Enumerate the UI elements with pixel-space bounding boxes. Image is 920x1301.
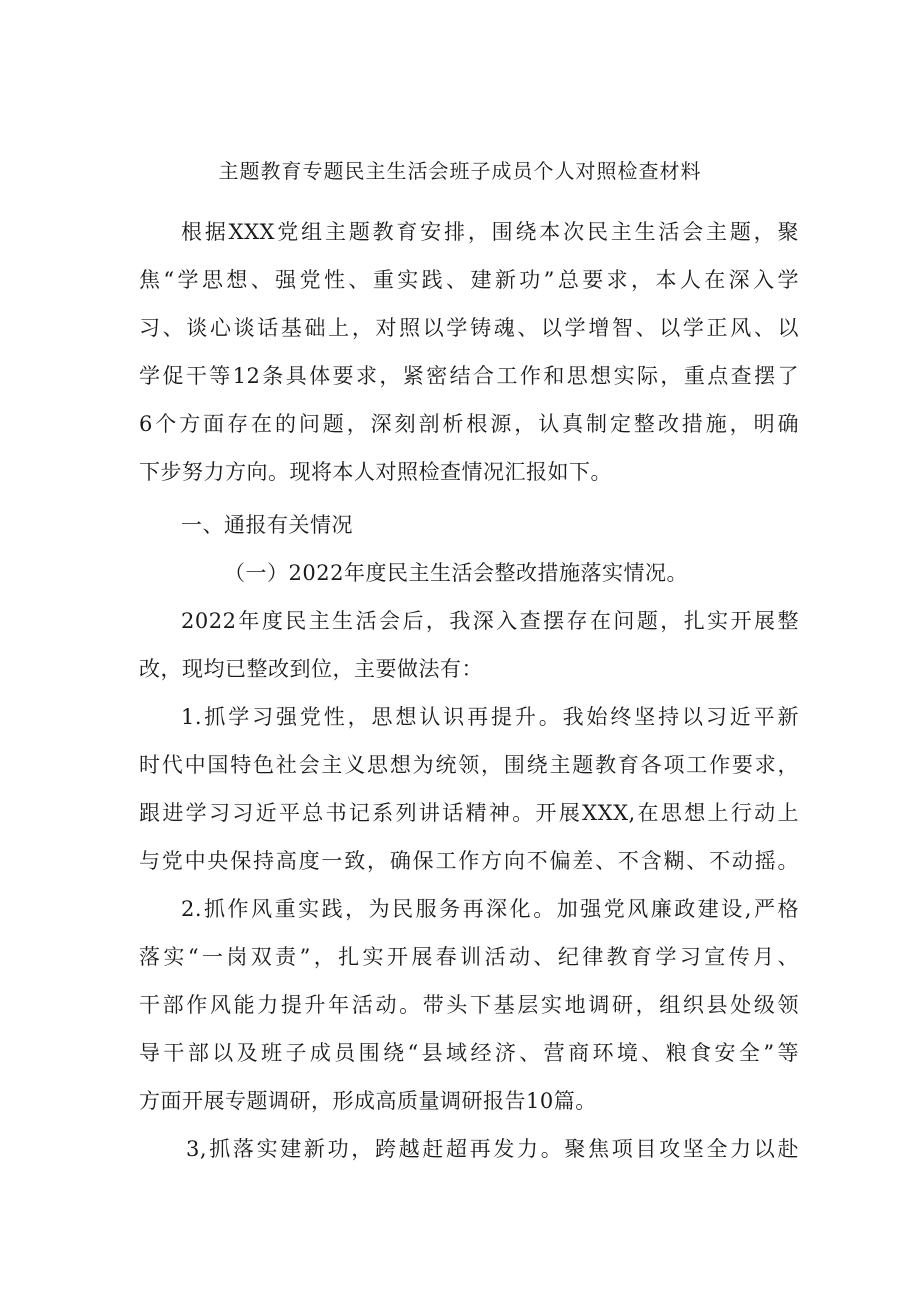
paragraph-line: 6个方面存在的问题，深刻剖析根源，认真制定整改措施，明确 — [139, 412, 799, 436]
paragraph-line: 方面开展专题调研，形成高质量调研报告10篇。 — [139, 1089, 597, 1113]
paragraph-line: 落实“一岗双责”，扎实开展春训活动、纪律教育学习宣传月、 — [139, 945, 799, 969]
paragraph-line: 根据XXX党组主题教育安排，围绕本次民主生活会主题，聚 — [181, 220, 799, 244]
subsection-heading: （一）2022年度民主生活会整改措施落实情况。 — [224, 561, 688, 585]
paragraph-line: 习、谈心谈话基础上，对照以学铸魂、以学增智、以学正风、以 — [139, 316, 799, 340]
paragraph-line: 2.抓作风重实践，为民服务再深化。加强党风廉政建设,严格 — [181, 897, 799, 921]
document-title: 主题教育专题民主生活会班子成员个人对照检查材料 — [218, 159, 702, 183]
paragraph-line: 学促干等12条具体要求，紧密结合工作和思想实际，重点查摆了 — [139, 364, 799, 388]
paragraph-line: 导干部以及班子成员围绕“县域经济、营商环境、粮食安全”等 — [139, 1041, 799, 1065]
paragraph-line: 跟进学习习近平总书记系列讲话精神。开展XXX,在思想上行动上 — [139, 801, 799, 825]
paragraph-line: 下步努力方向。现将本人对照检查情况汇报如下。 — [139, 460, 612, 484]
paragraph-line: 焦“学思想、强党性、重实践、建新功”总要求，本人在深入学 — [139, 268, 799, 292]
paragraph-line: 3,抓落实建新功，跨越赶超再发力。聚焦项目攻坚全力以赴 — [186, 1137, 799, 1161]
section-heading: 一、通报有关情况 — [181, 513, 353, 537]
paragraph-line: 1.抓学习强党性，思想认识再提升。我始终坚持以习近平新 — [181, 705, 799, 729]
paragraph-line: 时代中国特色社会主义思想为统领，围绕主题教育各项工作要求， — [139, 753, 799, 777]
paragraph-line: 改，现均已整改到位，主要做法有： — [139, 657, 483, 681]
paragraph-line: 干部作风能力提升年活动。带头下基层实地调研，组织县处级领 — [139, 993, 799, 1017]
paragraph-line: 与党中央保持高度一致，确保工作方向不偏差、不含糊、不动摇。 — [139, 849, 799, 873]
paragraph-line: 2022年度民主生活会后，我深入查摆存在问题，扎实开展整 — [181, 609, 799, 633]
